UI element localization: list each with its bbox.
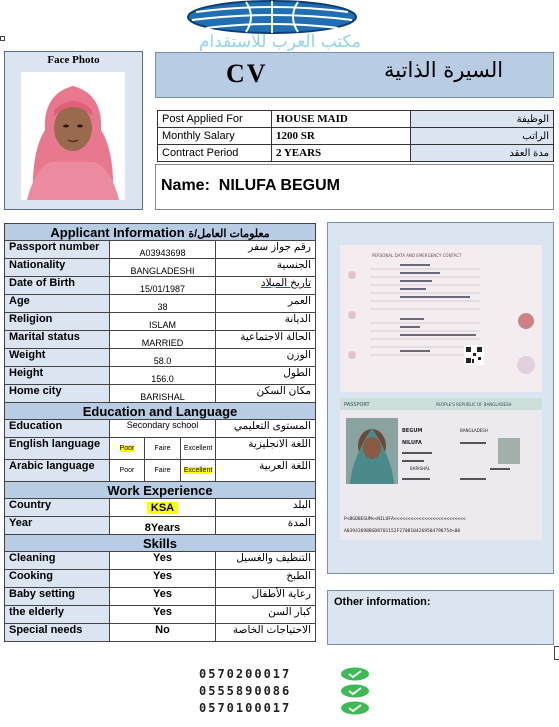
contract-label: Contract Period xyxy=(158,145,272,162)
table-row xyxy=(5,552,316,570)
arabic-levels xyxy=(109,460,216,482)
page-marker xyxy=(0,36,5,41)
contract-value: 2 YEARS xyxy=(272,145,411,162)
row-label-arabic: مكان السكن xyxy=(216,385,316,403)
row-value: BANGLADESHI xyxy=(109,259,216,277)
whatsapp-icon xyxy=(340,701,370,715)
english-label-arabic: اللغة الانجليزية xyxy=(216,438,316,460)
face-photo-title: Face Photo xyxy=(47,54,100,66)
passport-label: PASSPORT xyxy=(344,402,370,408)
table-row xyxy=(5,606,316,624)
post-label: Post Applied For xyxy=(158,111,272,128)
row-label-arabic: رقم جواز سفر xyxy=(216,241,316,259)
table-row xyxy=(5,259,316,277)
phone-number-3: 0570100017 xyxy=(199,701,292,715)
row-label: Date of Birth xyxy=(5,277,110,295)
row-value: 156.0 xyxy=(109,367,216,385)
table-row xyxy=(5,570,316,588)
table-row xyxy=(5,367,316,385)
education-label: Education xyxy=(5,420,110,438)
row-value: A03943698 xyxy=(109,241,216,259)
row-label-arabic: الوزن xyxy=(216,349,316,367)
arabic-level-faire: Faire xyxy=(145,460,181,481)
cv-title-arabic: السيرة الذاتية xyxy=(384,58,504,82)
row-value: 58.0 xyxy=(109,349,216,367)
year-label-arabic: المدة xyxy=(216,517,316,535)
passport-mrz-line-1: P<BGDBEGUM<<NILUFA<<<<<<<<<<<<<<<<<<<<<<<<<< xyxy=(344,517,466,522)
contract-label-arabic: مدة العقد xyxy=(411,145,554,162)
table-row xyxy=(5,460,316,482)
table-row xyxy=(158,111,554,128)
skill-value: No xyxy=(109,624,216,642)
applicant-header-arabic: معلومات العامل/ة xyxy=(188,227,270,240)
table-row xyxy=(5,241,316,259)
country-label: Country xyxy=(5,499,110,517)
skill-label: Cooking xyxy=(5,570,110,588)
passport-data-page xyxy=(340,245,542,392)
skill-label-arabic: كبار السن xyxy=(216,606,316,624)
skill-label-arabic: الاحتياجات الخاصة xyxy=(216,624,316,642)
applicant-header-label: Applicant Information xyxy=(50,224,185,240)
table-row xyxy=(5,331,316,349)
passport-scan-panel xyxy=(327,222,554,574)
name-row xyxy=(161,177,340,195)
arabic-label-arabic: اللغة العربية xyxy=(216,460,316,482)
table-row xyxy=(5,588,316,606)
whatsapp-icon xyxy=(340,667,370,681)
salary-value: 1200 SR xyxy=(272,128,411,145)
face-photo-box xyxy=(4,51,143,210)
row-value: BARISHAL xyxy=(109,385,216,403)
row-label: Age xyxy=(5,295,110,313)
skill-value: Yes xyxy=(109,606,216,624)
passport-place: BARISHAL xyxy=(410,466,430,471)
table-row xyxy=(5,499,316,517)
english-label: English language xyxy=(5,438,110,460)
applicant-table xyxy=(4,223,316,642)
country-value: KSA xyxy=(147,502,178,514)
row-label: Height xyxy=(5,367,110,385)
cv-banner xyxy=(155,52,554,98)
table-row xyxy=(5,313,316,331)
cv-title: CV xyxy=(226,59,268,88)
skill-label-arabic: التنظيف والغسيل xyxy=(216,552,316,570)
passport-photo-page xyxy=(340,398,542,540)
table-row xyxy=(5,624,316,642)
post-table xyxy=(157,110,554,162)
passport-given-name: NILUFA xyxy=(402,440,422,446)
skill-label: Baby setting xyxy=(5,588,110,606)
post-label-arabic: الوظيفة xyxy=(411,111,554,128)
row-label: Weight xyxy=(5,349,110,367)
other-information-box xyxy=(327,590,554,645)
row-label: Marital status xyxy=(5,331,110,349)
phone-number-1: 0570200017 xyxy=(199,667,292,681)
table-row xyxy=(5,438,316,460)
passport-page1-title: PERSONAL DATA AND EMERGENCY CONTACT xyxy=(372,253,462,258)
passport-surname: BEGUM xyxy=(402,428,423,434)
salary-label: Monthly Salary xyxy=(158,128,272,145)
country-cell xyxy=(109,499,216,517)
row-label-arabic: الديانة xyxy=(216,313,316,331)
name-value: NILUFA BEGUM xyxy=(218,177,340,194)
english-levels xyxy=(109,438,216,460)
row-value: 38 xyxy=(109,295,216,313)
table-row xyxy=(158,145,554,162)
skill-value: Yes xyxy=(109,552,216,570)
skill-label: Cleaning xyxy=(5,552,110,570)
row-value: 15/01/1987 xyxy=(109,277,216,295)
english-level-poor: Poor xyxy=(110,438,146,459)
row-label-arabic: تاريخ الميلاد xyxy=(216,277,316,295)
education-value: Secondary school xyxy=(109,420,216,438)
skill-value: Yes xyxy=(109,570,216,588)
education-label-arabic: المستوى التعليمي xyxy=(216,420,316,438)
passport-mrz-line-2: A03943698BGD8701152F2708104269504798754<00 xyxy=(344,529,461,534)
table-row xyxy=(5,420,316,438)
applicant-header xyxy=(5,224,316,241)
education-header: Education and Language xyxy=(5,403,316,420)
arabic-label: Arabic language xyxy=(5,460,110,482)
table-row xyxy=(5,385,316,403)
globe-logo-icon xyxy=(186,0,358,34)
year-value: 8Years xyxy=(109,517,216,535)
row-label: Passport number xyxy=(5,241,110,259)
passport-country: BANGLADESH xyxy=(460,428,488,433)
face-photo xyxy=(21,72,125,200)
skill-label-arabic: الطبخ xyxy=(216,570,316,588)
name-box xyxy=(155,164,554,210)
row-label-arabic: الطول xyxy=(216,367,316,385)
arabic-level-excellent: Excellent xyxy=(183,467,213,474)
row-label: Home city xyxy=(5,385,110,403)
skill-label: the elderly xyxy=(5,606,110,624)
phone-number-2: 0555890086 xyxy=(199,684,292,698)
table-row xyxy=(5,517,316,535)
arabic-level-poor: Poor xyxy=(110,460,146,481)
name-label: Name: xyxy=(161,177,210,194)
skill-label-arabic: رعاية الأطفال xyxy=(216,588,316,606)
table-row xyxy=(158,128,554,145)
logo-text: مكتب العرب للاستقدام xyxy=(198,32,362,52)
english-level-excellent: Excellent xyxy=(183,445,213,452)
row-value: ISLAM xyxy=(109,313,216,331)
row-label-arabic: الحالة الاجتماعية xyxy=(216,331,316,349)
passport-country-header: PEOPLE'S REPUBLIC OF BANGLADESH xyxy=(436,402,512,407)
salary-label-arabic: الراتب xyxy=(411,128,554,145)
skills-header: Skills xyxy=(5,535,316,552)
other-information-label: Other information: xyxy=(334,596,431,608)
row-label: Religion xyxy=(5,313,110,331)
country-label-arabic: البلد xyxy=(216,499,316,517)
page-corner-marker xyxy=(554,646,559,660)
skill-value: Yes xyxy=(109,588,216,606)
work-header: Work Experience xyxy=(5,482,316,499)
row-label-arabic: العمر xyxy=(216,295,316,313)
row-label: Nationality xyxy=(5,259,110,277)
table-row xyxy=(5,277,316,295)
row-value: MARRIED xyxy=(109,331,216,349)
whatsapp-icon xyxy=(340,684,370,698)
english-level-faire: Faire xyxy=(145,438,181,459)
table-row xyxy=(5,349,316,367)
row-label-arabic: الجنسية xyxy=(216,259,316,277)
post-value: HOUSE MAID xyxy=(272,111,411,128)
skill-label: Special needs xyxy=(5,624,110,642)
table-row xyxy=(5,295,316,313)
year-label: Year xyxy=(5,517,110,535)
